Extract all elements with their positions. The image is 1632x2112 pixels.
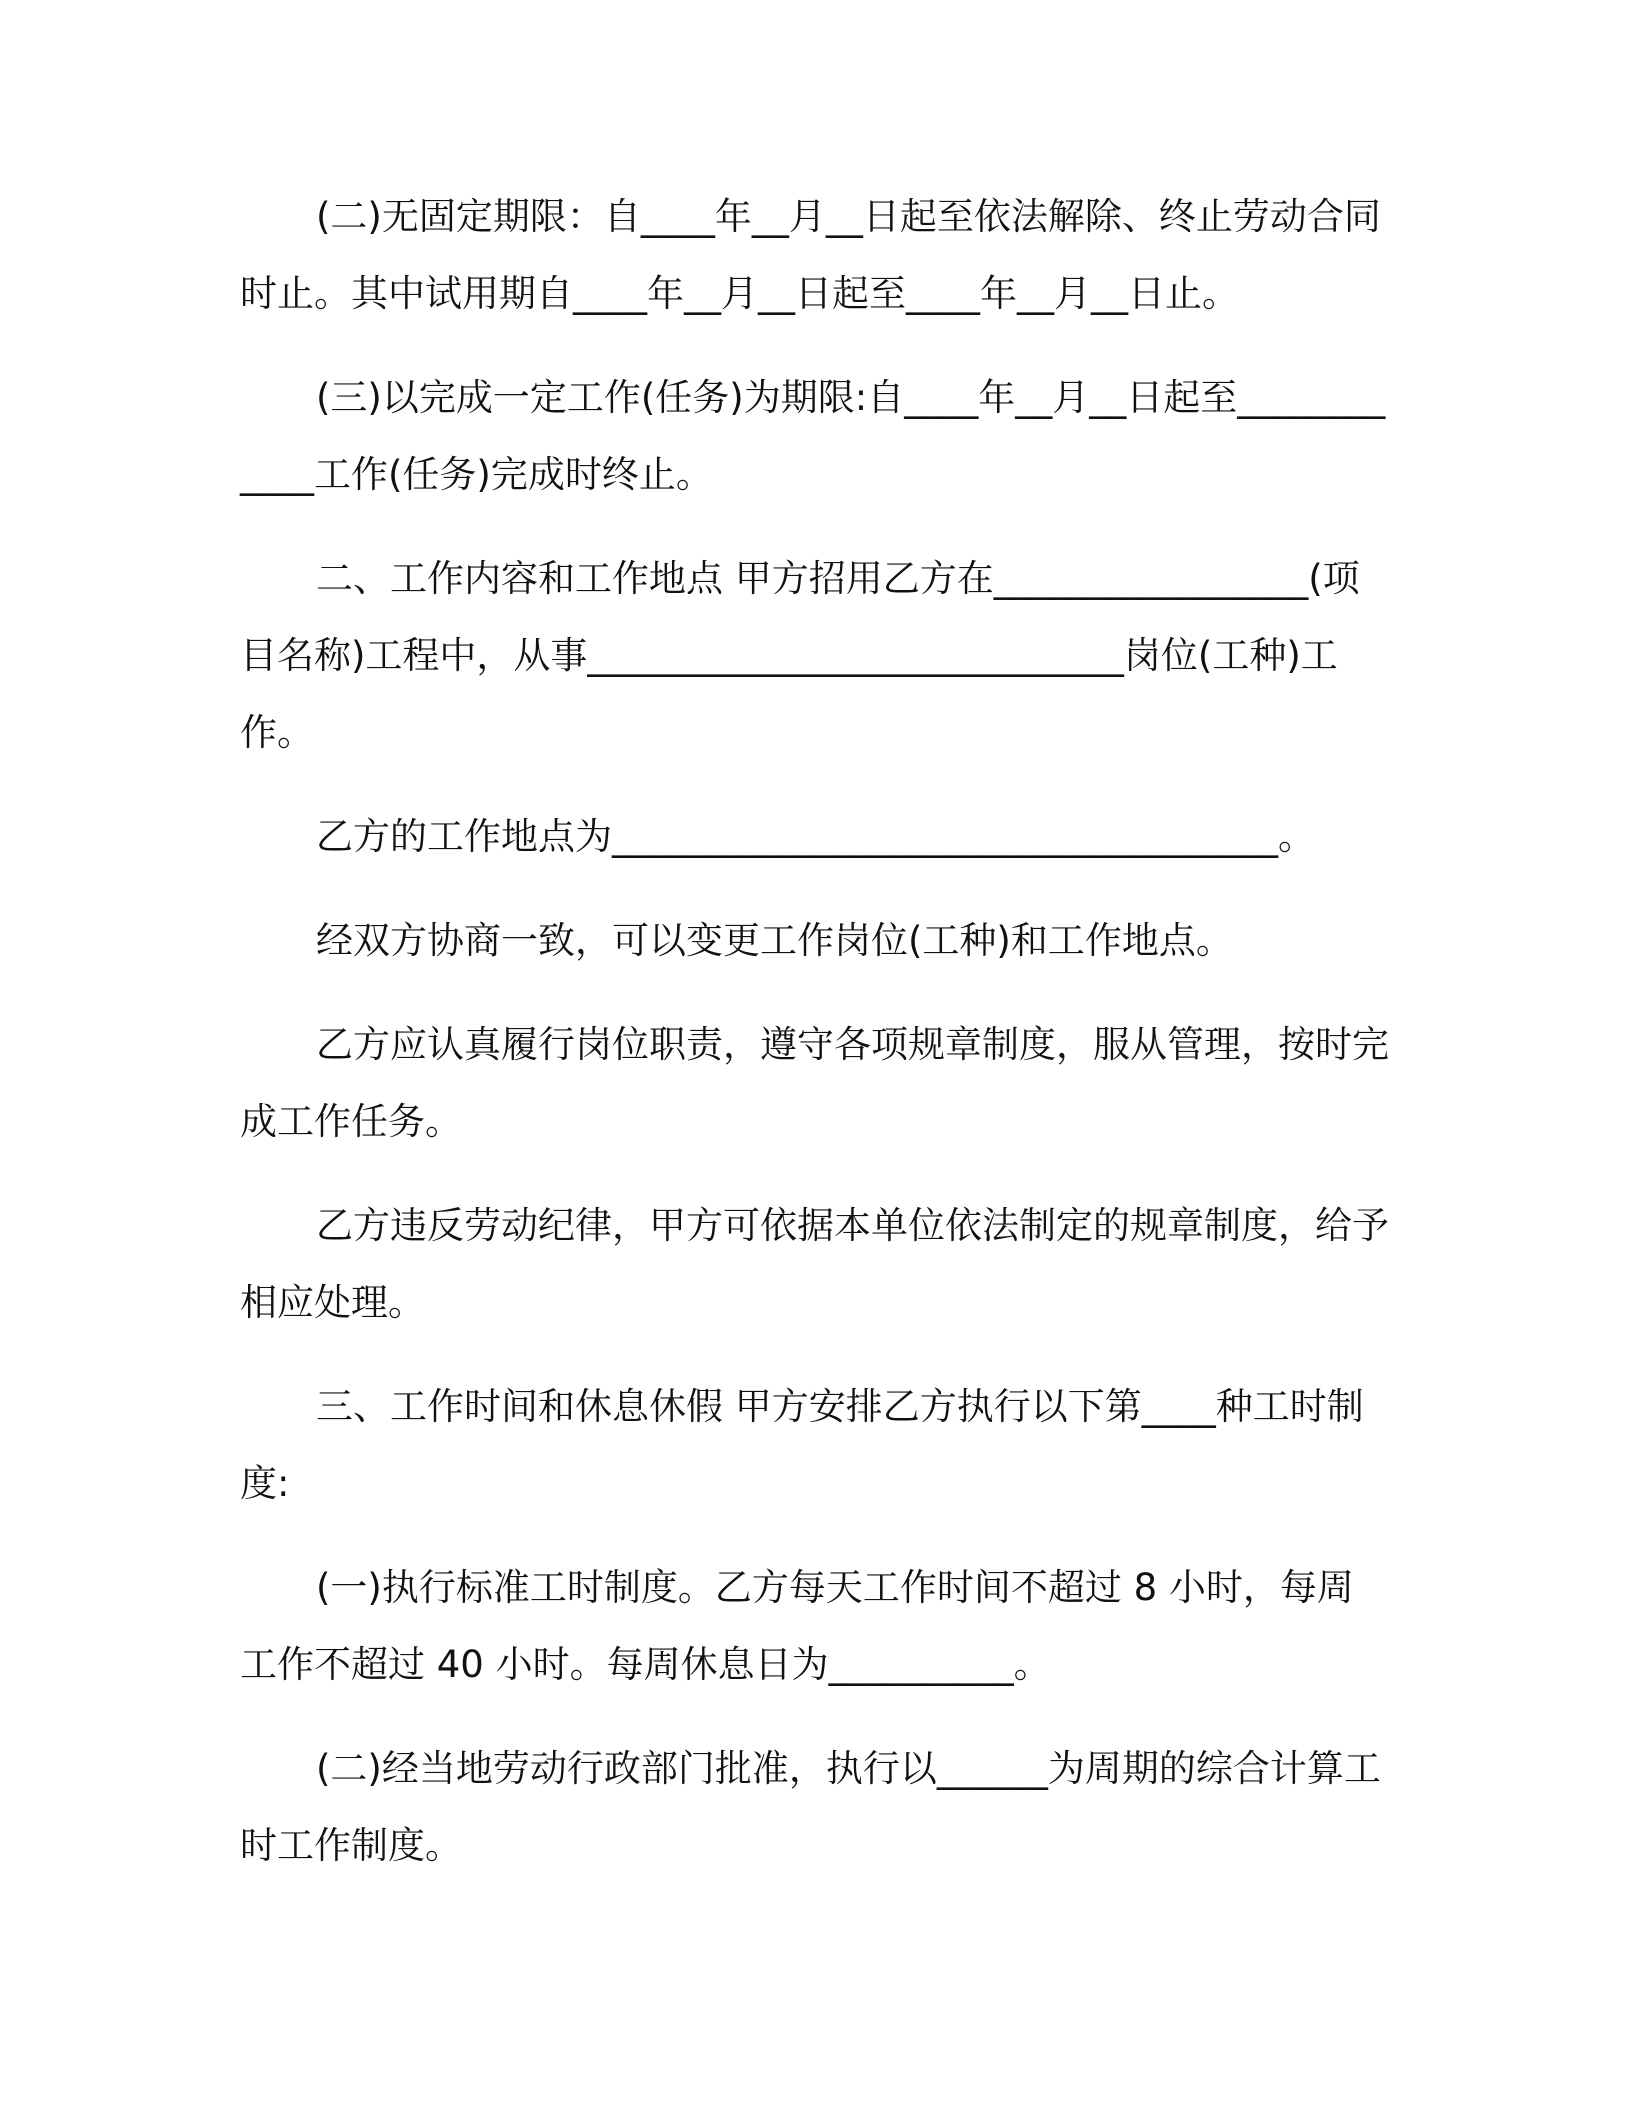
paragraph-work-content: 二、工作内容和工作地点 甲方招用乙方在_________________(项目名称)工程中，从事_____________________________岗位(工种)工作。 — [240, 557, 1360, 754]
paragraph-term-task-based: (三)以完成一定工作(任务)为期限:自____年__月__日起至____________工作(任务)完成时终止。 — [240, 376, 1386, 496]
paragraph-work-location: 乙方的工作地点为____________________________________。 — [316, 815, 1315, 858]
paragraph-standard-hours: (一)执行标准工时制度。乙方每天工作时间不超过 8 小时，每周工作不超过 40 小时。每周休息日为__________。 — [240, 1566, 1354, 1686]
paragraph-comprehensive-hours: (二)经当地劳动行政部门批准，执行以______为周期的综合计算工时工作制度。 — [240, 1747, 1381, 1867]
paragraph-position-change: 经双方协商一致，可以变更工作岗位(工种)和工作地点。 — [316, 919, 1233, 962]
paragraph-duties: 乙方应认真履行岗位职责，遵守各项规章制度，服从管理，按时完成工作任务。 — [240, 1023, 1389, 1143]
document-body — [240, 178, 1390, 1884]
paragraph-term-open-ended: (二)无固定期限：自____年__月__日起至依法解除、终止劳动合同时止。其中试用期自____年__月__日起至____年__月__日止。 — [240, 195, 1381, 315]
paragraph-discipline: 乙方违反劳动纪律，甲方可依据本单位依法制定的规章制度，给予相应处理。 — [240, 1204, 1389, 1324]
paragraph-working-hours: 三、工作时间和休息休假 甲方安排乙方执行以下第____种工时制度: — [240, 1385, 1364, 1505]
